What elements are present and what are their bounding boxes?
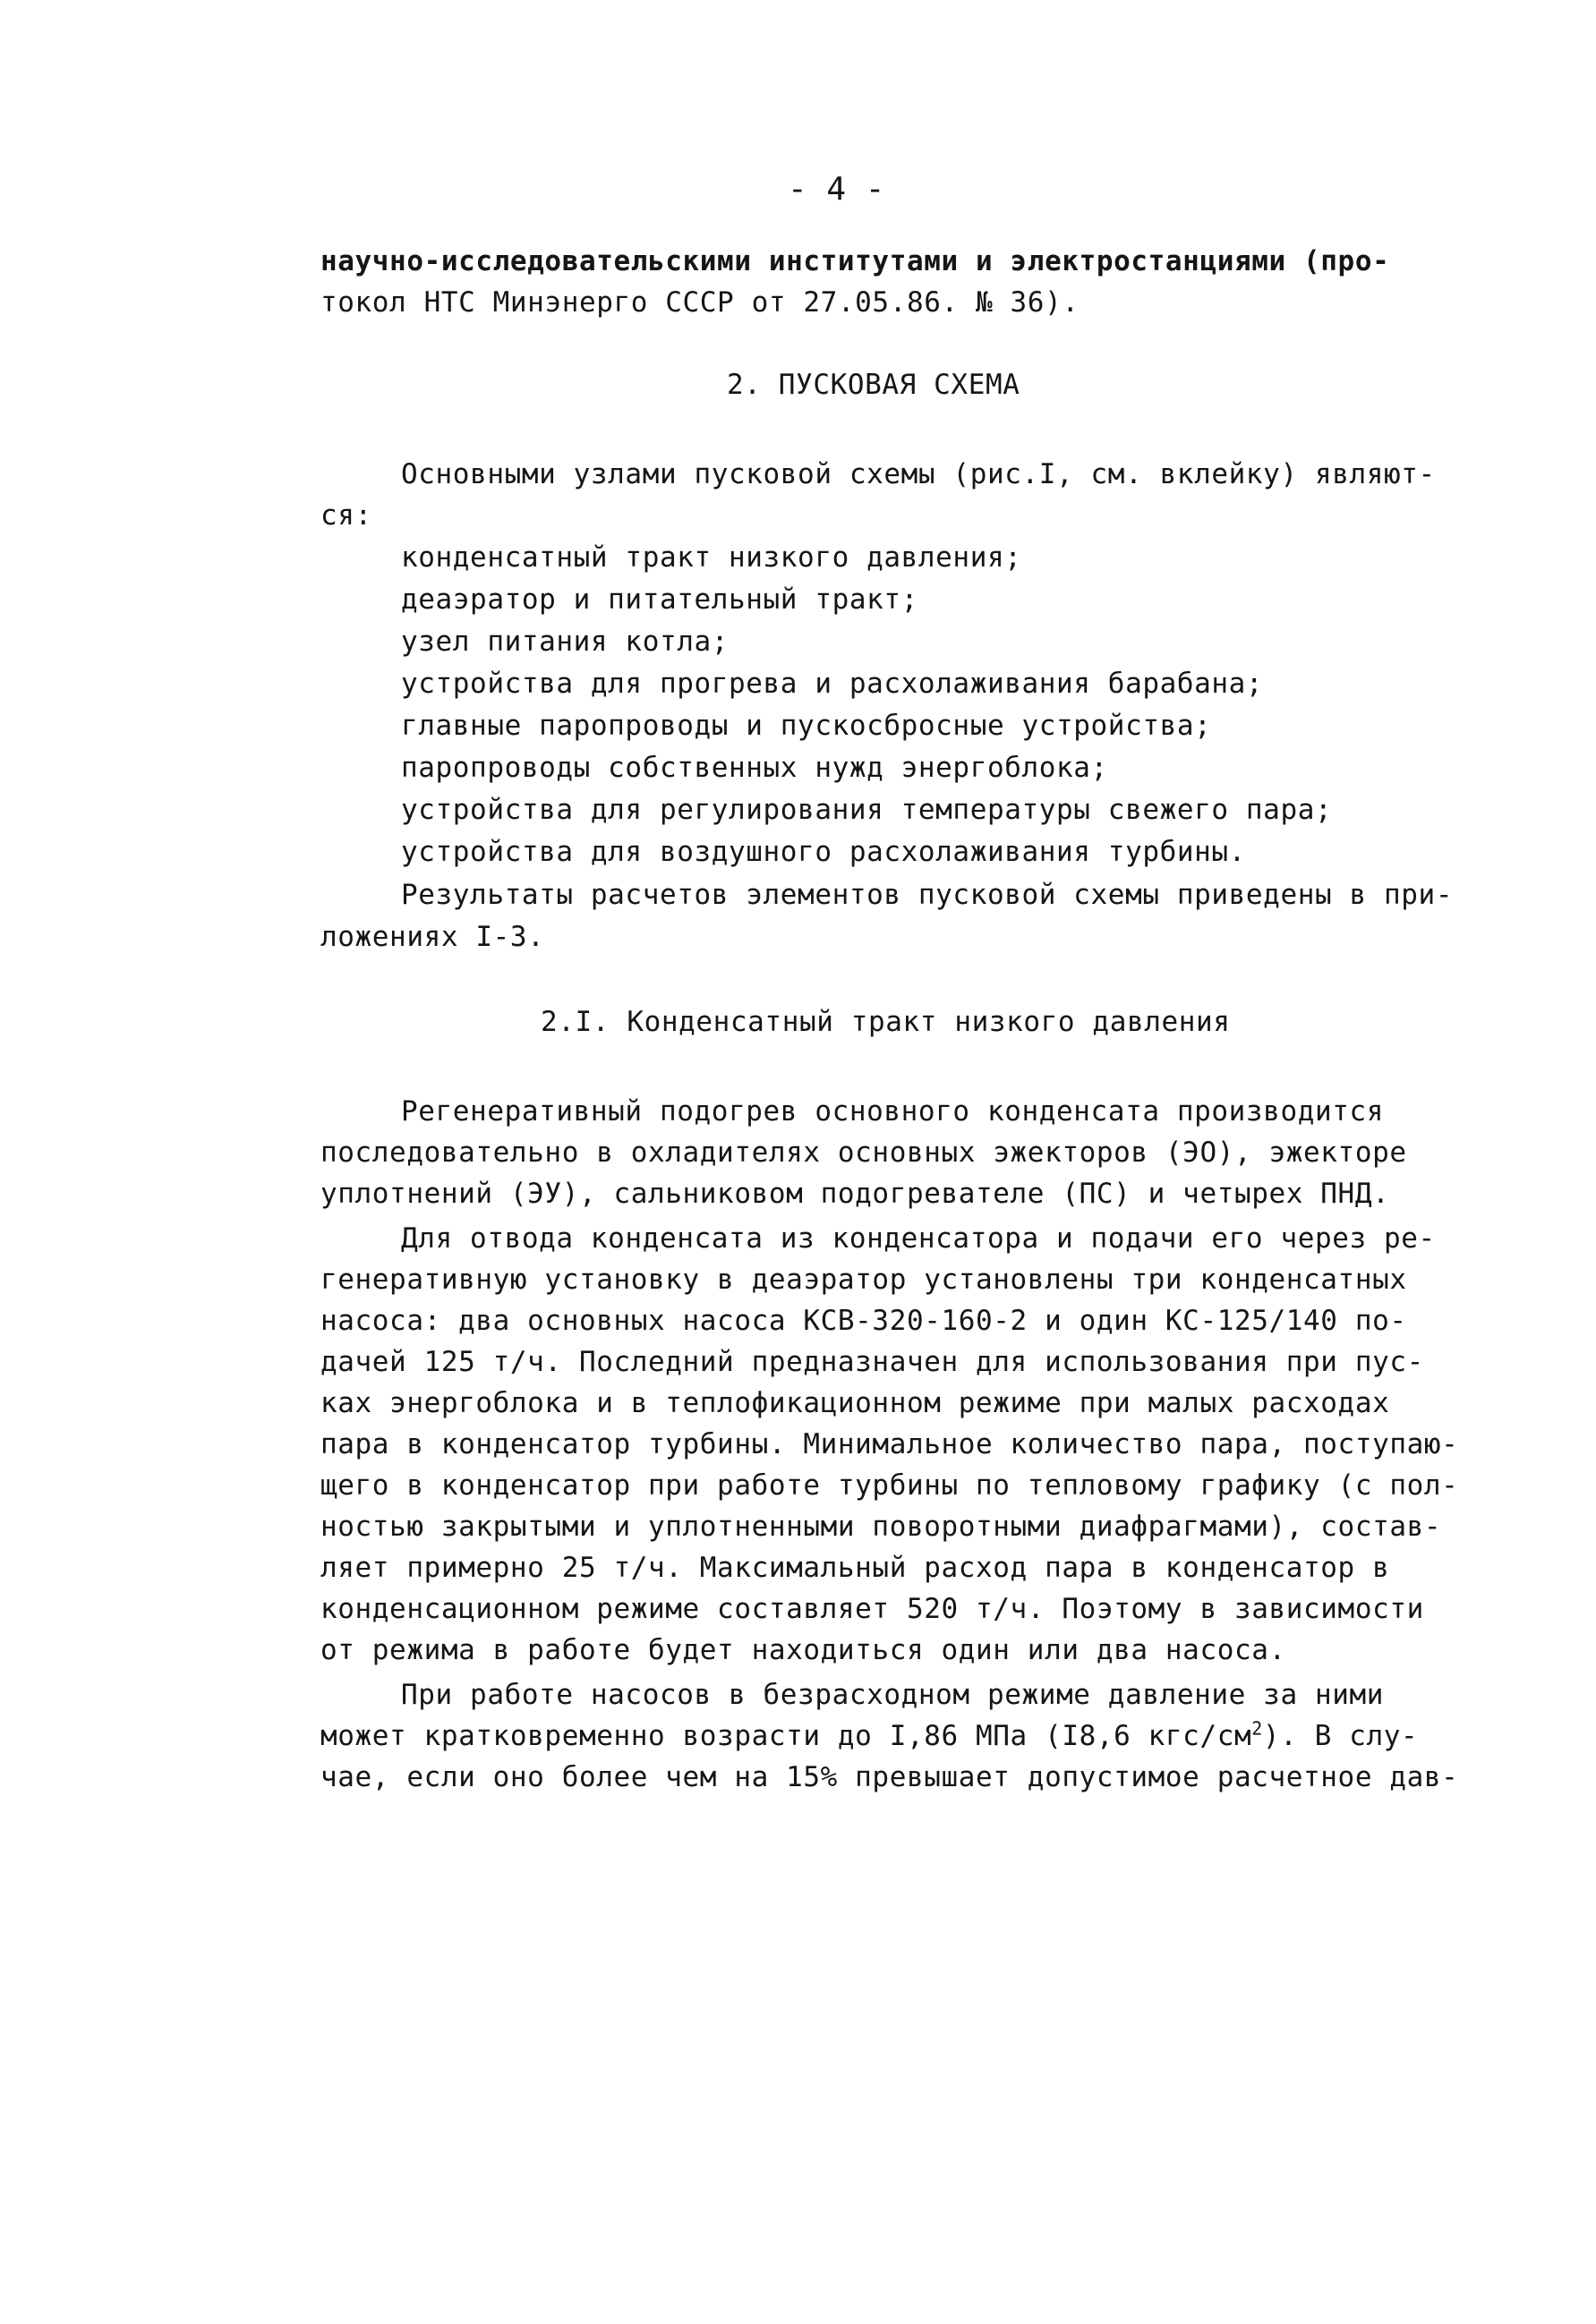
para-2-line-5: ках энергоблока и в теплофикационном режиме при малых расходах <box>320 1387 1390 1419</box>
para-2-line-4: дачей 125 т/ч. Последний предназначен для использования при пус- <box>320 1346 1424 1378</box>
section-2-title: 2. ПУСКОВАЯ СХЕМА <box>727 369 1020 401</box>
results-line-2: ложениях I-3. <box>320 921 545 953</box>
results-line-1: Результаты расчетов элементов пусковой схемы приведены в при- <box>401 879 1454 911</box>
para-2-line-2: генеративную установку в деаэратор установлены три конденсатных <box>320 1264 1407 1296</box>
page-number: - 4 - <box>788 171 885 208</box>
para-3-line-1: При работе насосов в безрасходном режиме давление за ними <box>401 1679 1385 1711</box>
para-2-line-1: Для отвода конденсата из конденсатора и подачи его через ре- <box>401 1222 1436 1255</box>
para-2-line-3: насоса: два основных насоса КСВ-320-160-2 и один КС-125/140 по- <box>320 1305 1407 1337</box>
list-item: устройства для воздушного расхолаживания турбины. <box>401 836 1246 868</box>
para-3-line-3: чае, если оно более чем на 15% превышает допустимое расчетное дав- <box>320 1761 1459 1793</box>
para-2-line-9: ляет примерно 25 т/ч. Максимальный расход пара в конденсатор в <box>320 1552 1390 1584</box>
para-3-line-2-text: может кратковременно возрасти до I,86 МПа (I8,6 кгс/см <box>320 1720 1252 1752</box>
list-item: узел питания котла; <box>401 626 730 658</box>
para-1-line-3: уплотнений (ЭУ), сальниковом подогревателе (ПС) и четырех ПНД. <box>320 1178 1390 1210</box>
para-2-line-8: ностью закрытыми и уплотненными поворотными диафрагмами), состав- <box>320 1511 1442 1543</box>
para-2-line-6: пара в конденсатор турбины. Минимальное количество пара, поступаю- <box>320 1428 1459 1460</box>
para-2-line-10: конденсационном режиме составляет 520 т/ч. Поэтому в зависимости <box>320 1593 1424 1625</box>
para-3-line-2-tail: ). В слу- <box>1262 1720 1419 1752</box>
intro-line-2: токол НТС Минэнерго СССР от 27.05.86. № 36). <box>320 286 1080 319</box>
list-item: главные паропроводы и пускосбросные устройства; <box>401 710 1212 742</box>
para-2-line-11: от режима в работе будет находиться один или два насоса. <box>320 1634 1286 1666</box>
section-2-lead-line-1: Основными узлами пусковой схемы (рис.I, см. вклейку) являют- <box>401 458 1436 490</box>
para-2-line-7: щего в конденсатор при работе турбины по тепловому графику (с пол- <box>320 1469 1459 1502</box>
intro-line-1: научно-исследовательскими институтами и электростанциями (про- <box>320 245 1390 277</box>
superscript-2: 2 <box>1251 1717 1263 1740</box>
list-item: деаэратор и питательный тракт; <box>401 583 918 616</box>
section-2-1-title: 2.I. Конденсатный тракт низкого давления <box>541 1006 1231 1038</box>
list-item: конденсатный тракт низкого давления; <box>401 541 1022 574</box>
section-2-lead-line-2: ся: <box>320 499 372 532</box>
list-item: устройства для прогрева и расхолаживания барабана; <box>401 668 1264 700</box>
para-1-line-1: Регенеративный подогрев основного конденсата производится <box>401 1095 1385 1128</box>
para-3-line-2 <box>320 1718 1418 1754</box>
list-item: устройства для регулирования температуры свежего пара; <box>401 794 1333 826</box>
para-1-line-2: последовательно в охладителях основных эжекторов (ЭО), эжекторе <box>320 1136 1407 1169</box>
list-item: паропроводы собственных нужд энергоблока; <box>401 752 1108 784</box>
